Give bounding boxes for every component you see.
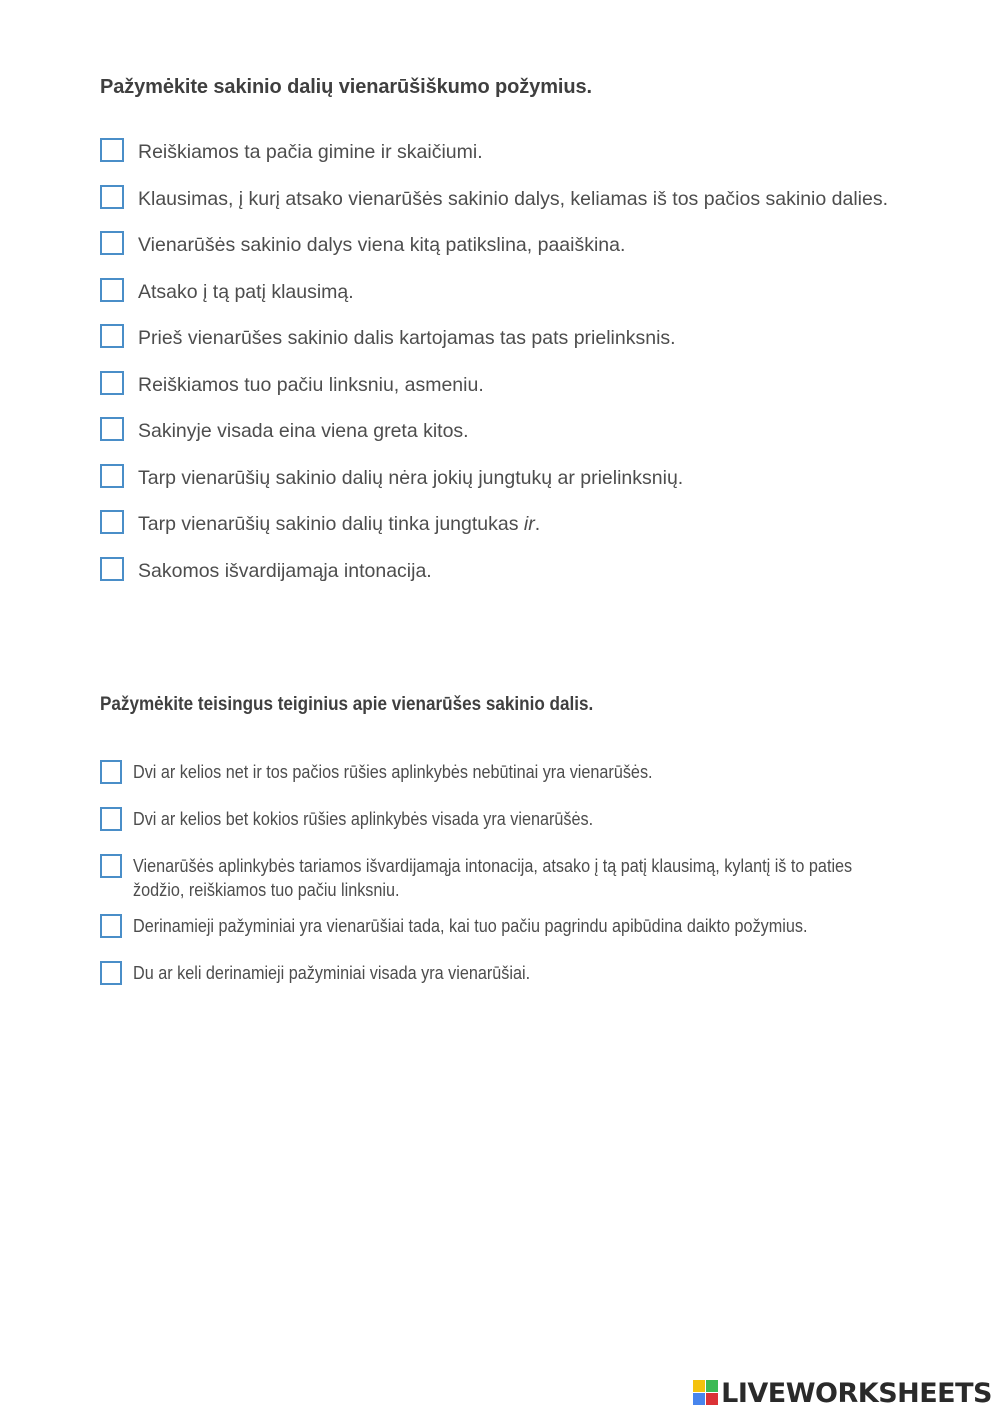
checkbox[interactable]: [100, 760, 122, 784]
section-1-checkbox-list: [100, 138, 980, 603]
checkbox-item: [100, 324, 980, 371]
checkbox-item: [100, 807, 980, 854]
checkbox-item: [100, 417, 980, 464]
section-1-heading: Pažymėkite sakinio dalių vienarūšiškumo požymius.: [100, 76, 592, 98]
checkbox[interactable]: [100, 807, 122, 831]
checkbox[interactable]: [100, 138, 124, 162]
logo-mark-icon: [693, 1380, 719, 1406]
checkbox-label: Tarp vienarūšių sakinio dalių nėra jokių jungtukų ar prielinksnių.: [138, 466, 684, 489]
checkbox-label: Klausimas, į kurį atsako vienarūšės sakinio dalys, keliamas iš tos pačios sakinio dalies.: [138, 187, 888, 210]
checkbox-item: [100, 185, 980, 232]
checkbox[interactable]: [100, 557, 124, 581]
checkbox[interactable]: [100, 278, 124, 302]
checkbox-item: [100, 760, 980, 807]
checkbox-item: [100, 371, 980, 418]
checkbox[interactable]: [100, 324, 124, 348]
checkbox[interactable]: [100, 914, 122, 938]
checkbox[interactable]: [100, 854, 122, 878]
checkbox[interactable]: [100, 417, 124, 441]
label-text-end: .: [534, 513, 541, 535]
checkbox-item: [100, 510, 980, 557]
checkbox-item: [100, 961, 980, 1008]
checkbox-label: Derinamieji pažyminiai yra vienarūšiai tada, kai tuo pačiu pagrindu apibūdina daikto požymius.: [133, 916, 808, 936]
checkbox-label: Dvi ar kelios bet kokios rūšies aplinkybės visada yra vienarūšės.: [133, 809, 594, 829]
checkbox[interactable]: [100, 185, 124, 209]
checkbox-item: [100, 231, 980, 278]
checkbox-label: Du ar keli derinamieji pažyminiai visada yra vienarūšiai.: [133, 963, 531, 983]
checkbox-label: Vienarūšės sakinio dalys viena kitą patikslina, paaiškina.: [138, 234, 626, 256]
logo-text: LIVEWORKSHEETS: [721, 1377, 992, 1409]
checkbox-label: Vienarūšės aplinkybės tariamos išvardijamąja intonacija, atsako į tą patį klausimą, kylantį iš to paties žodžio, reiškiamos tuo pačiu linksniu.: [133, 856, 853, 900]
checkbox-item: [100, 557, 980, 604]
section-1: [100, 76, 980, 603]
checkbox[interactable]: [100, 231, 124, 255]
checkbox-label: Sakomos išvardijamąja intonacija.: [138, 559, 432, 582]
checkbox-item: [100, 278, 980, 325]
section-2-checkbox-list: [100, 760, 980, 1008]
section-2: [100, 694, 980, 1008]
checkbox[interactable]: [100, 510, 124, 534]
checkbox-item: [100, 914, 980, 961]
checkbox-item: [100, 854, 980, 914]
checkbox-label: Sakinyje visada eina viena greta kitos.: [138, 420, 469, 442]
checkbox[interactable]: [100, 464, 124, 488]
checkbox-item: [100, 138, 980, 185]
checkbox[interactable]: [100, 961, 122, 985]
checkbox-label: Reiškiamos tuo pačiu linksniu, asmeniu.: [138, 373, 484, 396]
checkbox-label: Prieš vienarūšes sakinio dalis kartojamas tas pats prielinksnis.: [138, 327, 676, 349]
label-text: Tarp vienarūšių sakinio dalių tinka jungtukas: [138, 513, 524, 535]
label-emphasis: ir: [523, 513, 535, 535]
checkbox[interactable]: [100, 371, 124, 395]
checkbox-label: [138, 510, 540, 537]
checkbox-label: Reiškiamos ta pačia gimine ir skaičiumi.: [138, 141, 483, 163]
section-2-heading: Pažymėkite teisingus teiginius apie vienarūšes sakinio dalis.: [100, 694, 594, 715]
checkbox-item: [100, 464, 980, 511]
liveworksheets-logo: [693, 1378, 992, 1408]
checkbox-label: Atsako į tą patį klausimą.: [138, 280, 354, 303]
checkbox-label: Dvi ar kelios net ir tos pačios rūšies aplinkybės nebūtinai yra vienarūšės.: [133, 762, 653, 782]
